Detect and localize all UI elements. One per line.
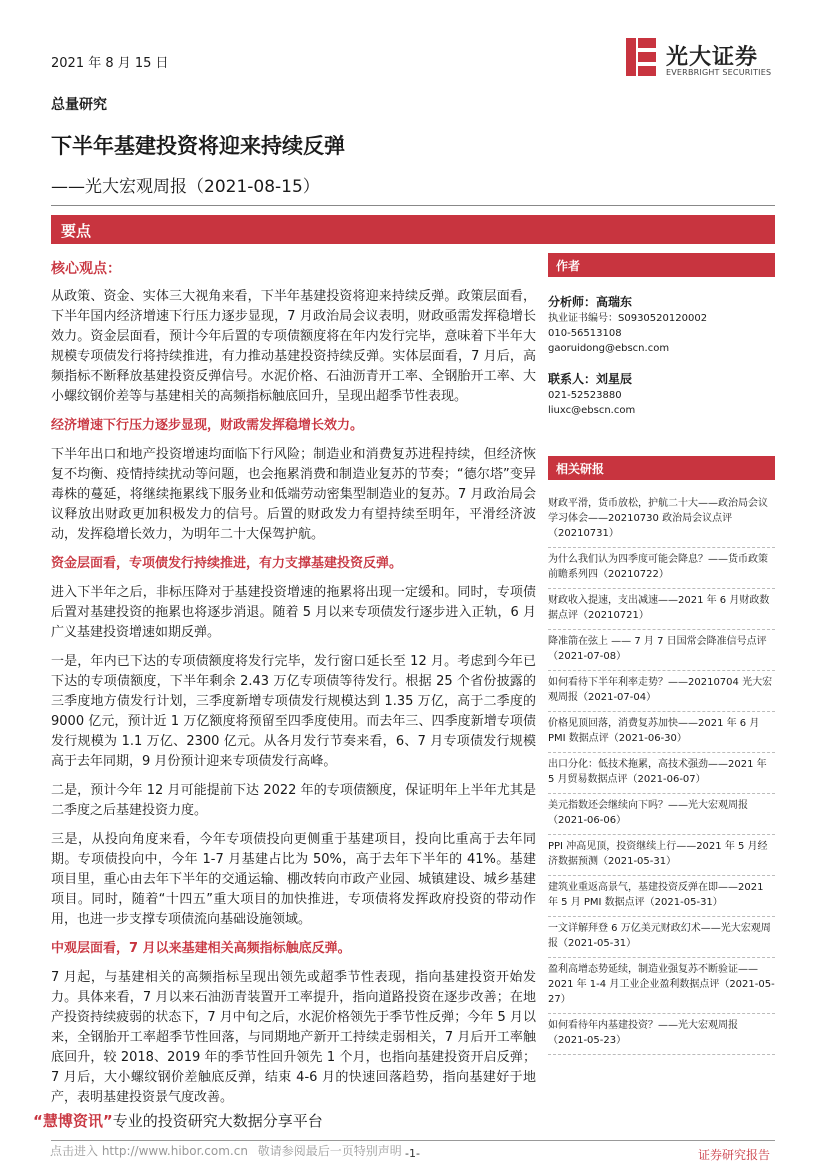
highlight-heading: 资金层面看，专项债发行持续推进，有力支撑基建投资反弹。 — [51, 556, 403, 571]
analyst-phone: 010-56513108 — [548, 328, 622, 339]
paragraph: 下半年出口和地产投资增速均面临下行风险；制造业和消费复苏进程持续，但经济恢复不均衡、疫情持续扰动等问题，也会拖累消费和制造业复苏的节奏；“德尔塔”变异毒株的蔓延，将继续拖累线下服务业和低端劳动密集型制造业的复苏。7 月政治局会议释放出财政更加积极发力的信号。后置的财政发力有望持续至明年，平滑经济波动，发挥稳增长效力，为明年二十大保驾护航。 — [51, 447, 536, 542]
related-bar — [548, 456, 775, 480]
sidebar — [548, 253, 775, 1055]
related-item[interactable]: 价格见顶回落，消费复苏加快——2021 年 6 月 PMI 数据点评（2021-06-30） — [548, 712, 775, 753]
analyst-email[interactable]: gaoruidong@ebscn.com — [548, 343, 670, 354]
related-item[interactable]: 建筑业重返高景气，基建投资反弹在即——2021 年 5 月 PMI 数据点评（2021-05-31） — [548, 876, 775, 917]
analyst-name: 分析师：高瑞东 — [548, 295, 633, 309]
logo-mark-icon — [626, 38, 656, 76]
related-item[interactable]: 一文详解拜登 6 万亿美元财政幻术——光大宏观周报（2021-05-31） — [548, 917, 775, 958]
footer-brand — [33, 1110, 323, 1131]
related-item[interactable]: 美元指数还会继续向下吗？——光大宏观周报（2021-06-06） — [548, 794, 775, 835]
footer-divider — [51, 1140, 775, 1141]
related-list — [548, 492, 775, 1055]
company-logo — [626, 38, 786, 84]
related-item[interactable]: 财政平滑，货币放松，护航二十大——政治局会议学习体会——20210730 政治局会议点评（20210731） — [548, 492, 775, 548]
paragraph: 一是，年内已下达的专项债额度将发行完毕，发行窗口延长至 12 月。考虑到今年已下达的专项债额度，下半年剩余 2.43 万亿专项债等待发行。根据 25 个省份披露的三季度地方债发行计划，三季度新增专项债发行规模达到 1.35 万亿，高于二季度的 9000 亿元，预计近 1 万亿额度将预留至四季度使用。而去年三、四季度新增专项债发行规模为 1.1 万亿、2300 亿元。从各月发行节奏来看，6、7 月专项债发行规模高于去年同期，9 月份预计迎来专项债发行高峰。 — [51, 654, 536, 769]
highlight-heading: 中观层面看，7 月以来基建相关高频指标触底反弹。 — [51, 941, 351, 956]
report-subtitle: ——光大宏观周报（2021-08-15） — [51, 177, 320, 197]
related-item[interactable]: 财政收入提速，支出减速——2021 年 6 月财政数据点评（20210721） — [548, 589, 775, 630]
author-bar — [548, 253, 775, 277]
related-item[interactable]: 为什么我们认为四季度可能会降息？——货币政策前瞻系列四（20210722） — [548, 548, 775, 589]
related-item[interactable]: PPI 冲高见顶，投资继续上行——2021 年 5 月经济数据预测（2021-05-31） — [548, 835, 775, 876]
footer-brand-text: 专业的投资研究大数据分享平台 — [112, 1112, 323, 1130]
logo-text-cn: 光大证券 — [666, 45, 759, 70]
author-label: 作者 — [556, 259, 581, 273]
related-item[interactable]: 出口分化：低技术拖累，高技术强劲——2021 年 5 月贸易数据点评（2021-06-07） — [548, 753, 775, 794]
page-number: -1- — [405, 1147, 420, 1160]
section-label: 要点 — [61, 222, 92, 240]
footer-link[interactable] — [50, 1142, 402, 1159]
paragraph: 7 月起，与基建相关的高频指标呈现出领先或超季节性表现，指向基建投资开始发力。具体来看，7 月以来石油沥青装置开工率提升，指向道路投资在逐步改善；在地产投资持续疲弱的状态下，7 月中旬之后，水泥价格领先于季节性反弹；今年 5 月以来，全钢胎开工率超季节性回落，与同期地产新开工持续走弱相关，7 月后开工率触底回升，较 2018、2019 年的季节性回升领先 1 个月，也指向基建投资开启反弹；7 月后，大小螺纹钢价差触底反弹，结束 4-6 月的快速回落趋势，指向基建好于地产，表明基建投资景气度改善。 — [51, 970, 536, 1105]
footer-brand-quote: “慧博资讯” — [33, 1112, 113, 1130]
footer-url-text[interactable]: 点击进入 http://www.hibor.com.cn — [50, 1144, 248, 1158]
contact-email[interactable]: liuxc@ebscn.com — [548, 405, 636, 416]
related-item[interactable]: 如何看待下半年利率走势？——20210704 光大宏观周报（2021-07-04） — [548, 671, 775, 712]
footer-disclaimer: 敬请参阅最后一页特别声明 — [257, 1144, 402, 1158]
report-date: 2021 年 8 月 15 日 — [51, 56, 169, 71]
footer-report-type: 证券研究报告 — [698, 1148, 771, 1162]
header-divider — [51, 205, 775, 206]
contact-name: 联系人：刘星辰 — [548, 372, 633, 386]
related-label: 相关研报 — [556, 462, 605, 476]
paragraph: 二是，预计今年 12 月可能提前下达 2022 年的专项债额度，保证明年上半年尤其是二季度之后基建投资力度。 — [51, 783, 536, 818]
report-category: 总量研究 — [51, 97, 107, 113]
paragraph: 三是，从投向角度来看，今年专项债投向更侧重于基建项目，投向比重高于去年同期。专项债投向中，今年 1-7 月基建占比为 50%，高于去年下半年的 41%。基建项目里，重心由去年下半年的交通运输、棚改转向市政产业园、城镇建设、城乡基建项目。同时，随着“十四五”重大项目的加快推进，专项债将发挥政府投资的带动作用，也进一步支撑专项债流向基础设施领域。 — [51, 832, 536, 927]
highlight-heading: 经济增速下行压力逐步显现，财政需发挥稳增长效力。 — [51, 418, 364, 433]
author-info — [548, 293, 775, 418]
contact-phone: 021-52523880 — [548, 390, 622, 401]
related-item[interactable]: 盈利高增态势延续，制造业强复苏不断验证——2021 年 1-4 月工业企业盈利数据点评（2021-05-27） — [548, 958, 775, 1014]
logo-text-en: EVERBRIGHT SECURITIES — [666, 68, 772, 77]
section-bar — [51, 215, 775, 244]
related-item[interactable]: 降准箭在弦上 —— 7 月 7 日国常会降准信号点评（2021-07-08） — [548, 630, 775, 671]
main-content — [51, 258, 536, 1117]
core-label: 核心观点： — [51, 261, 121, 277]
report-title: 下半年基建投资将迎来持续反弹 — [51, 134, 345, 158]
related-item[interactable]: 如何看待年内基建投资？——光大宏观周报（2021-05-23） — [548, 1014, 775, 1055]
cert-number: 执业证书编号：S0930520120002 — [548, 313, 708, 324]
paragraph: 从政策、资金、实体三大视角来看，下半年基建投资将迎来持续反弹。政策层面看，下半年国内经济增速下行压力逐步显现，7 月政治局会议表明，财政亟需发挥稳增长效力。资金层面看，预计今年后置的专项债额度将在年内发行完毕，意味着下半年大规模专项债发行将持续推进，有力推动基建投资持续反弹。实体层面看，7 月后，高频指标不断释放基建投资反弹信号。水泥价格、石油沥青开工率、全钢胎开工率、大小螺纹钢价差等与基建相关的高频指标触底回升，呈现出超季节性表现。 — [51, 289, 536, 404]
paragraph: 进入下半年之后，非标压降对于基建投资增速的拖累将出现一定缓和。同时，专项债后置对基建投资的拖累也将逐步消退。随着 5 月以来专项债发行逐步进入正轨，6 月广义基建投资增速如期反弹。 — [51, 585, 536, 640]
